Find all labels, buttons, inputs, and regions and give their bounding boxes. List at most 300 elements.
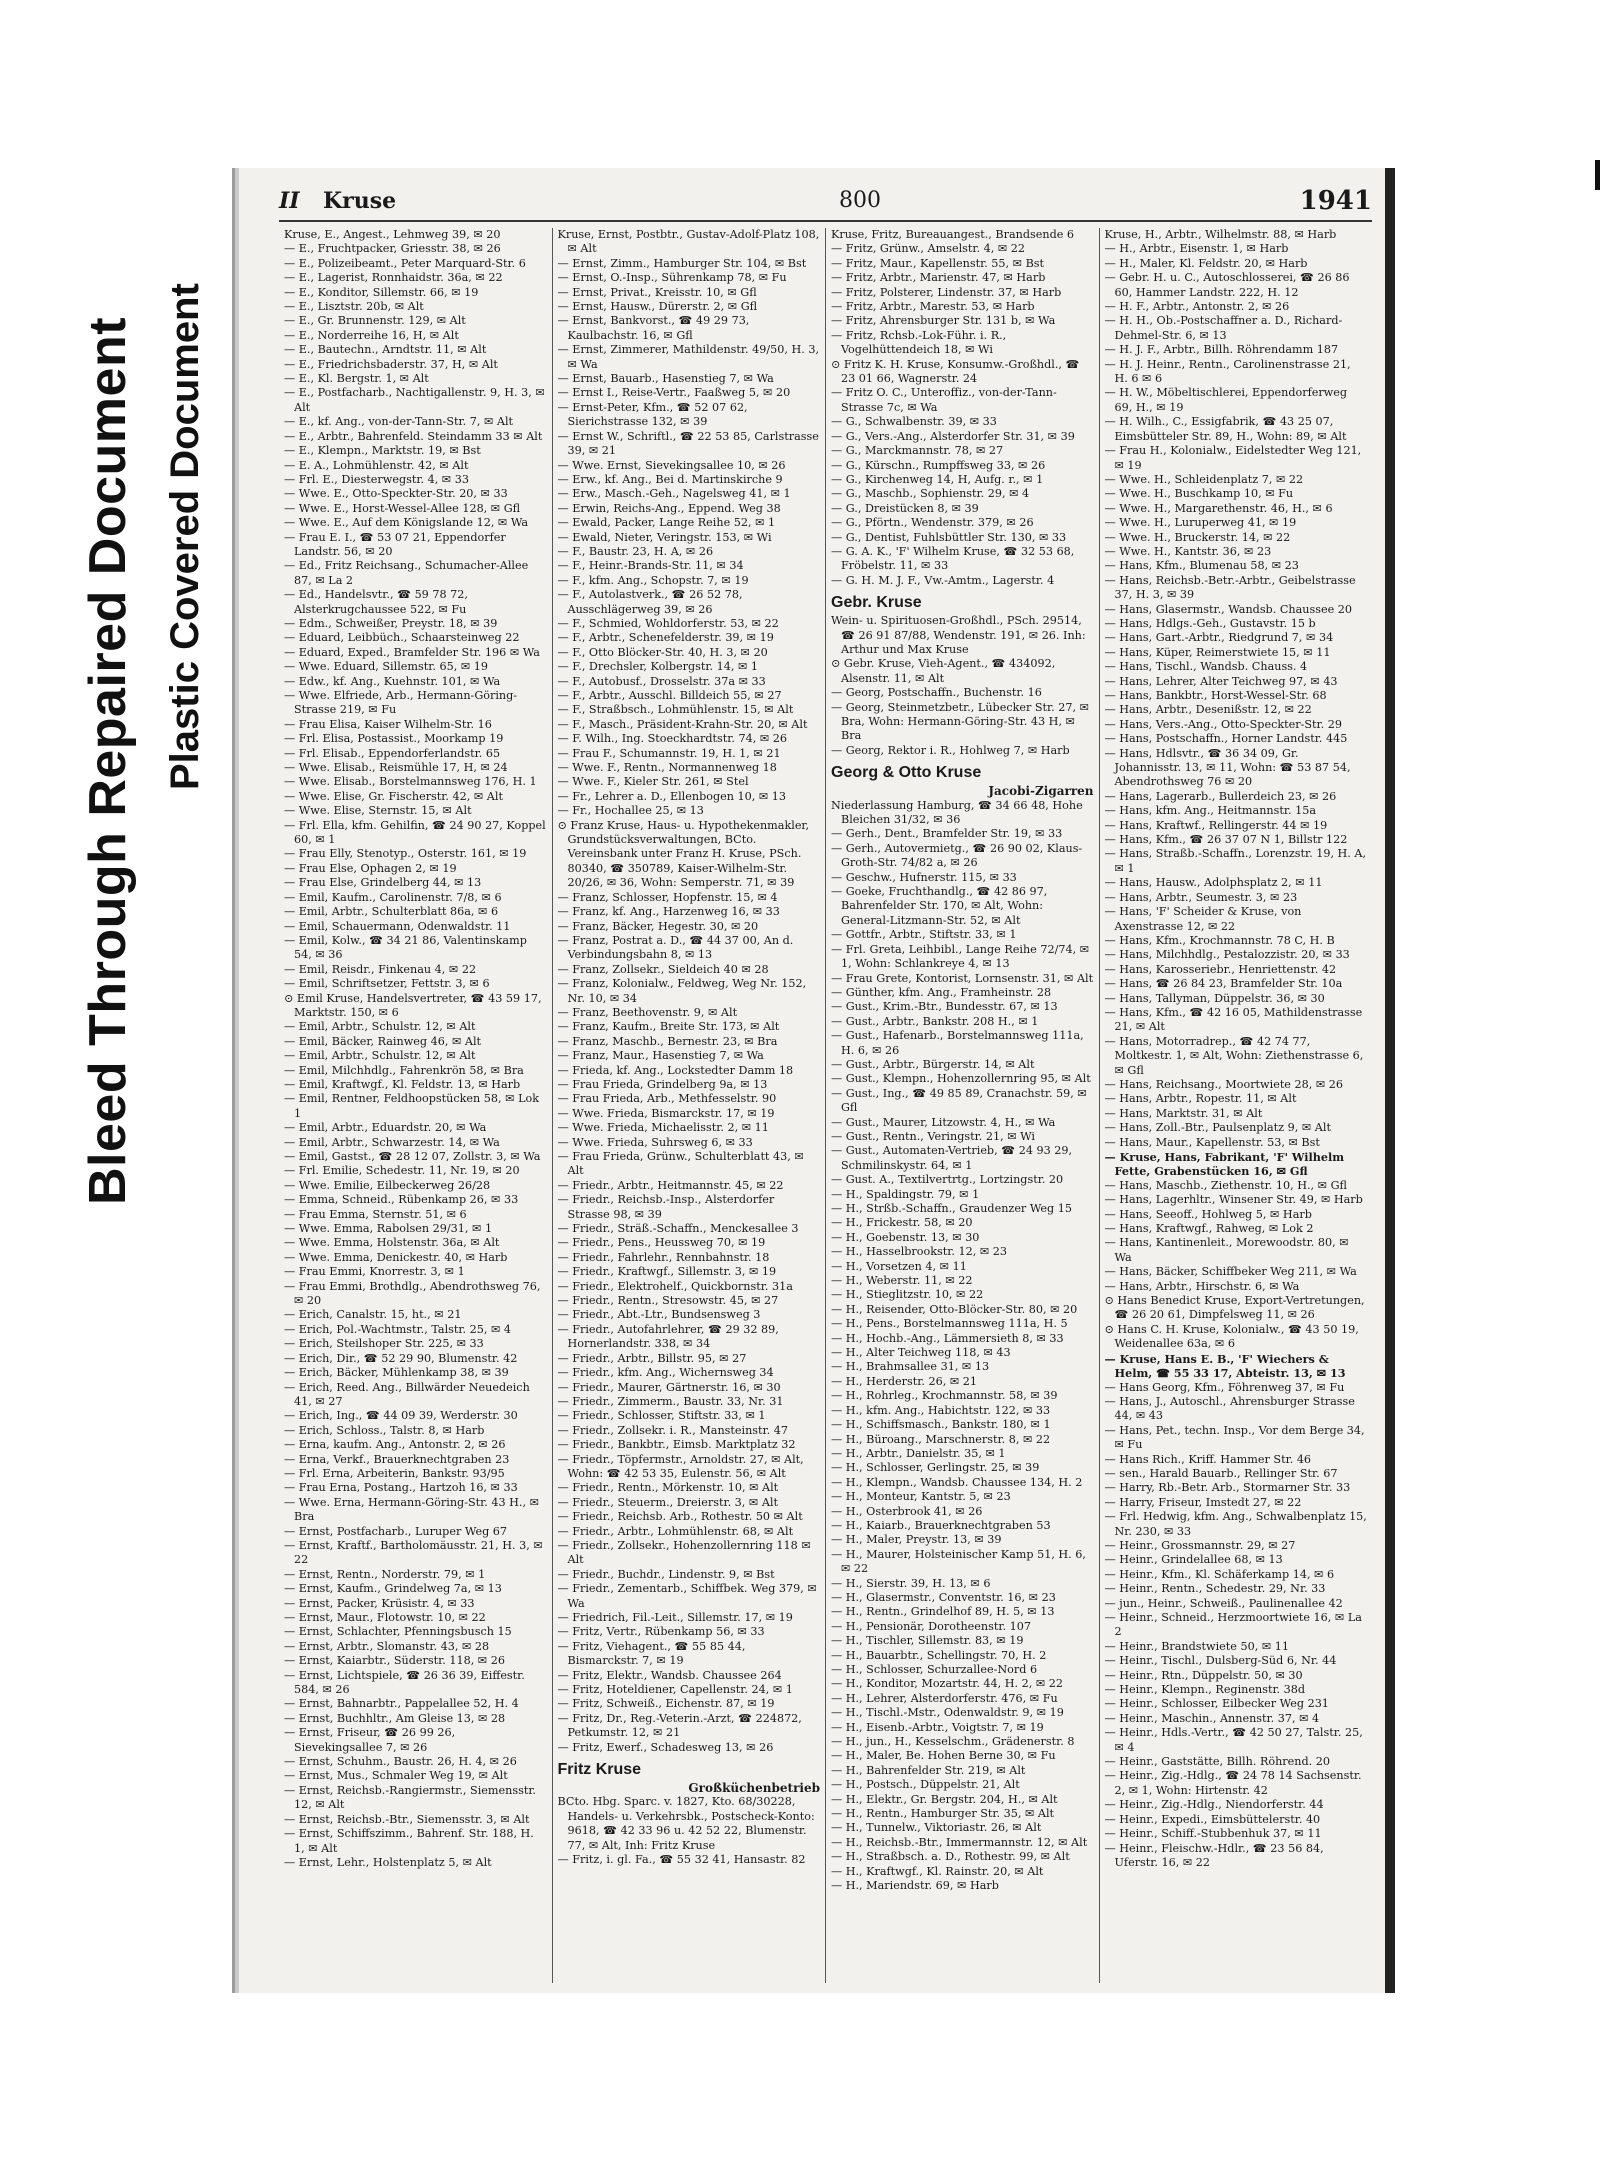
directory-entry: — Ernst, Packer, Krüsistr. 4, ✉ 33 [284, 1596, 475, 1610]
directory-entry: — Hans, Lagerhltr., Winsener Str. 49, ✉ Harb [1104, 1193, 1363, 1207]
directory-entry: — Ernst, Postfacharb., Luruper Weg 67 [284, 1524, 508, 1538]
directory-column-4 [1100, 228, 1373, 1983]
directory-entry: — Emil, Rentner, Feldhoopstücken 58, ✉ Lok 1 [284, 1092, 540, 1120]
directory-entry: — Fritz, Arbtr., Marienstr. 47, ✉ Harb [831, 271, 1046, 285]
directory-entry: — Hans, Lehrer, Alter Teichweg 97, ✉ 43 [1104, 674, 1338, 688]
directory-entry: — Frau Else, Grindelberg 44, ✉ 13 [284, 876, 482, 890]
directory-entry: — E., Norderreihe 16, H, ✉ Alt [284, 328, 459, 342]
directory-entry: — Erw., kf. Ang., Bei d. Martinskirche 9 [557, 472, 783, 486]
directory-entry: — H., kfm. Ang., Habichtstr. 122, ✉ 33 [831, 1403, 1051, 1417]
directory-entry: — Ernst, Rentn., Norderstr. 79, ✉ 1 [284, 1567, 486, 1581]
directory-entry: — E., Postfacharb., Nachtigallenstr. 9, H. 3, ✉ Alt [284, 386, 545, 414]
directory-entry: — Ernst, Lichtspiele, ☎ 26 36 39, Eiffestr. 584, ✉ 26 [284, 1668, 525, 1697]
directory-entry: — Franz, Kaufm., Breite Str. 173, ✉ Alt [557, 1020, 780, 1034]
directory-entry: — Emil, Kaufm., Carolinenstr. 7/8, ✉ 6 [284, 890, 502, 904]
directory-entry: — Emil, Milchhdlg., Fahrenkrön 58, ✉ Bra [284, 1063, 524, 1077]
directory-entry: — G. A. K., 'F' Wilhelm Kruse, ☎ 32 53 68, Fröbelstr. 11, ✉ 33 [831, 544, 1075, 573]
directory-entry: — H., Sierstr. 39, H. 13, ✉ 6 [831, 1576, 991, 1590]
volume-number: II [279, 188, 300, 214]
directory-entry: — Ernst, Reichsb.-Btr., Siemensstr. 3, ✉ Alt [284, 1812, 530, 1826]
directory-entry: — Friedr., Elektrohelf., Quickbornstr. 31a [557, 1279, 793, 1293]
directory-entry: — Wwe. H., Luruperweg 41, ✉ 19 [1104, 516, 1297, 530]
directory-entry: — H., Tischl.-Mstr., Odenwaldstr. 9, ✉ 19 [831, 1706, 1064, 1720]
directory-entry: — Ernst, Kaiarbtr., Süderstr. 118, ✉ 26 [284, 1654, 505, 1668]
directory-entry: — Frau Erna, Postang., Hartzoh 16, ✉ 33 [284, 1481, 518, 1495]
directory-entry: — Erich, Bäcker, Mühlenkamp 38, ✉ 39 [284, 1366, 509, 1380]
directory-entry: — Emil, Bäcker, Rainweg 46, ✉ Alt [284, 1034, 482, 1048]
directory-entry: — Friedr., Maurer, Gärtnerstr. 16, ✉ 30 [557, 1380, 781, 1394]
directory-entry: — H., Pens., Borstelmannsweg 111a, H. 5 [831, 1317, 1068, 1331]
directory-entry: — Gust. A., Textilvertrtg., Lortzingstr. 20 [831, 1173, 1064, 1187]
directory-entry: — Erich, Schloss., Talstr. 8, ✉ Harb [284, 1423, 485, 1437]
directory-entry: — Gust., Krim.-Btr., Bundesstr. 67, ✉ 13 [831, 1000, 1058, 1014]
directory-entry: — Wwe. E., Otto-Speckter-Str. 20, ✉ 33 [284, 487, 508, 501]
directory-entry: — Wwe. H., Margarethenstr. 46, H., ✉ 6 [1104, 501, 1333, 515]
directory-entry: — Erich, Pol.-Wachtmstr., Talstr. 25, ✉ 4 [284, 1322, 512, 1336]
directory-entry: — Franz, Postrat a. D., ☎ 44 37 00, An d. Verbindungsbahn 8, ✉ 13 [557, 933, 794, 962]
directory-entry: Wein- u. Spirituosen-Großhdl., PSch. 29514, ☎ 26 91 87/88, Wendenstr. 191, ✉ 26. Inh: Arthur und Max Kruse [831, 614, 1086, 656]
directory-entry: — F., Drechsler, Kolbergstr. 14, ✉ 1 [557, 660, 759, 674]
directory-entry: — H., Hasselbrookstr. 12, ✉ 23 [831, 1245, 1008, 1259]
binding-spine [1385, 168, 1395, 1993]
directory-entry: — Frau Frieda, Grindelberg 9a, ✉ 13 [557, 1077, 768, 1091]
directory-entry: — Heinr., Kfm., Kl. Schäferkamp 14, ✉ 6 [1104, 1567, 1335, 1581]
directory-entry: — H., Rohrleg., Krochmannstr. 58, ✉ 39 [831, 1389, 1058, 1403]
directory-entry: — Heinr., Schneid., Herzmoortwiete 16, ✉ La 2 [1104, 1611, 1362, 1639]
directory-entry: BCto. Hbg. Sparc. v. 1827, Kto. 68/30228, Handels- u. Verkehrsbk., Postscheck-Konto: 9618, ☎ 42 33 96 u. 42 52 22, Blumenstr. 77, ✉ Alt, Inh: Fritz Kruse [557, 1795, 815, 1852]
directory-entry: — Hans, Reichsang., Moortwiete 28, ✉ 26 [1104, 1077, 1343, 1091]
directory-entry: — Hans, Glasermstr., Wandsb. Chaussee 20 [1104, 602, 1352, 616]
directory-entry: — Wwe. Emma, Holstenstr. 36a, ✉ Alt [284, 1236, 500, 1250]
directory-entry: — H., Konditor, Mozartstr. 44, H. 2, ✉ 22 [831, 1677, 1064, 1691]
directory-entry: — E., Arbtr., Bahrenfeld. Steindamm 33 ✉ Alt [284, 429, 543, 443]
directory-entry: — Franz, Kolonialw., Feldweg, Weg Nr. 152, Nr. 10, ✉ 34 [557, 977, 807, 1005]
directory-entry: — Hans, kfm. Ang., Heitmannstr. 15a [1104, 804, 1316, 818]
directory-entry: — Erich, Dir., ☎ 52 29 90, Blumenstr. 42 [284, 1351, 518, 1365]
directory-entry: — F., Arbtr., Schenefelderstr. 39, ✉ 19 [557, 631, 774, 645]
directory-entry: — Wwe. Emilie, Eilbeckerweg 26/28 [284, 1178, 491, 1192]
directory-entry: — Friedr., Schlosser, Stiftstr. 33, ✉ 1 [557, 1409, 766, 1423]
directory-entry: — Ernst, Zimmerer, Mathildenstr. 49/50, H. 3, ✉ Wa [557, 343, 820, 371]
directory-entry: — H. J. Heinr., Rentn., Carolinenstrasse 21, H. 6 ✉ 6 [1104, 357, 1351, 386]
directory-entry: — Hans, Bankbtr., Horst-Wessel-Str. 68 [1104, 689, 1327, 702]
directory-entry: — Friedr., Zollsekr. i. R., Mansteinstr. 47 [557, 1423, 788, 1437]
directory-entry: — H., Maler, Preystr. 13, ✉ 39 [831, 1533, 1002, 1547]
directory-entry: — Emil, Gastst., ☎ 28 12 07, Zollstr. 3, ✉ Wa [284, 1150, 541, 1163]
directory-entry: — H., Rentn., Grindelhof 89, H. 5, ✉ 13 [831, 1605, 1055, 1619]
directory-entry: — H., Postsch., Düppelstr. 21, Alt [831, 1778, 1020, 1792]
directory-entry: — Franz, Maur., Hasenstieg 7, ✉ Wa [557, 1049, 764, 1063]
directory-entry: ⊙ Hans Benedict Kruse, Export-Vertretungen, ☎ 26 20 61, Dimpfelsweg 11, ✉ 26 [1104, 1294, 1365, 1322]
directory-entry: — Heinr., Grindelallee 68, ✉ 13 [1104, 1553, 1283, 1567]
directory-entry: — Hans, Kantinenleit., Morewoodstr. 80, ✉ Wa [1104, 1236, 1349, 1264]
directory-entry: — G., Dreistücken 8, ✉ 39 [831, 501, 979, 515]
directory-entry: — Frau Elisa, Kaiser Wilhelm-Str. 16 [284, 717, 492, 731]
directory-entry: — Hans, Kfm., ☎ 42 16 05, Mathildenstrasse 21, ✉ Alt [1104, 1005, 1363, 1034]
directory-entry: — Wwe. Emma, Denickestr. 40, ✉ Harb [284, 1250, 508, 1264]
directory-entry: — Hans, Karosseriebr., Henriettenstr. 42 [1104, 962, 1337, 976]
directory-entry: — Hans, Arbtr., Ropestr. 11, ✉ Alt [1104, 1092, 1297, 1106]
directory-entry: — Wwe. H., Buschkamp 10, ✉ Fu [1104, 487, 1294, 501]
directory-entry: — H., Klempn., Wandsb. Chaussee 134, H. 2 [831, 1475, 1083, 1489]
directory-entry: — Edw., kf. Ang., Kuehnstr. 101, ✉ Wa [284, 674, 501, 688]
directory-entry: — Emil, Schauermann, Odenwaldstr. 11 [284, 919, 511, 933]
directory-entry: — G., Vers.-Ang., Alsterdorfer Str. 31, ✉ 39 [831, 429, 1075, 443]
directory-entry: — H., Schiffsmasch., Bankstr. 180, ✉ 1 [831, 1418, 1051, 1432]
directory-entry: — H., Elektr., Gr. Bergstr. 204, H., ✉ Alt [831, 1792, 1058, 1806]
directory-entry: — Hans, Postschaffn., Horner Landstr. 445 [1104, 732, 1348, 746]
directory-entry: — H., Hochb.-Ang., Lämmersieth 8, ✉ 33 [831, 1331, 1064, 1345]
directory-entry: — Fritz, Hoteldiener, Capellenstr. 24, ✉ 1 [557, 1683, 793, 1697]
directory-entry: — Frau Elly, Stenotyp., Osterstr. 161, ✉ 19 [284, 847, 527, 861]
directory-entry: — Wwe. Elisab., Reismühle 17, H, ✉ 24 [284, 761, 508, 775]
directory-entry: — Friedr., Pens., Heussweg 70, ✉ 19 [557, 1236, 766, 1250]
directory-entry: — Emil, Arbtr., Schulstr. 12, ✉ Alt [284, 1049, 476, 1063]
page-number: 800 [839, 188, 881, 213]
business-subheading: Jacobi-Zigarren [988, 784, 1094, 799]
directory-entry: — Friedr., Arbtr., Heitmannstr. 45, ✉ 22 [557, 1178, 784, 1192]
directory-entry: — Frau H., Kolonialw., Eidelstedter Weg 121, ✉ 19 [1104, 444, 1362, 472]
directory-entry: — Hans, Seeoff., Hohlweg 5, ✉ Harb [1104, 1207, 1312, 1221]
directory-entry: — Fritz, Viehagent., ☎ 55 85 44, Bismarckstr. 7, ✉ 19 [557, 1639, 746, 1668]
directory-entry: — Harry, Rb.-Betr. Arb., Stormarner Str. 33 [1104, 1481, 1351, 1495]
directory-entry: — Friedr., Zollsekr., Hohenzollernring 118 ✉ Alt [557, 1538, 811, 1567]
directory-entry: — F., Autolastverk., ☎ 26 52 78, Ausschlägerweg 39, ✉ 26 [557, 588, 743, 616]
directory-entry: — Franz, Zollsekr., Sieldeich 40 ✉ 28 [557, 962, 769, 976]
directory-entry: — Frau Emma, Sternstr. 51, ✉ 6 [284, 1207, 467, 1221]
directory-entry: — Georg, Rektor i. R., Hohlweg 7, ✉ Harb [831, 743, 1070, 757]
directory-entry: — H., Rentn., Hamburger Str. 35, ✉ Alt [831, 1807, 1055, 1821]
directory-entry: — Frau F., Schumannstr. 19, H. 1, ✉ 21 [557, 746, 781, 760]
directory-entry: — Hans, Marktstr. 31, ✉ Alt [1104, 1106, 1263, 1120]
directory-entry: — Frau Frieda, Grünw., Schulterblatt 43, ✉ Alt [557, 1150, 804, 1178]
caption-bleed-through: Bleed Through Repaired Document [79, 316, 137, 1205]
directory-entry: — Heinr., Expedi., Eimsbüttelerstr. 40 [1104, 1812, 1321, 1826]
directory-entry: ⊙ Emil Kruse, Handelsvertreter, ☎ 43 59 17, Marktstr. 150, ✉ 6 [284, 991, 542, 1019]
directory-entry: — F., Schmied, Wohldorferstr. 53, ✉ 22 [557, 616, 779, 630]
directory-entry: — Hans, Straßb.-Schaffn., Lorenzstr. 19, H. A, ✉ 1 [1104, 847, 1367, 875]
directory-entry: — Wwe. Frieda, Bismarckstr. 17, ✉ 19 [557, 1106, 775, 1120]
directory-entry: — H., Stieglitzstr. 10, ✉ 22 [831, 1288, 984, 1302]
directory-entry: — Fr., Hochallee 25, ✉ 13 [557, 804, 704, 818]
directory-entry: — Wwe. Elfriede, Arb., Hermann-Göring-Strasse 219, ✉ Fu [284, 689, 518, 717]
directory-entry: ⊙ Franz Kruse, Haus- u. Hypothekenmakler, Grundstücksverwaltungen, BCto. Vereinsbank unter Franz H. Kruse, PSch. 80340, ☎ 350789, Kaiser-Wilhelm-Str. 20/26, ✉ 36, Wohn: Semperstr. 71, ✉ 39 [557, 818, 810, 890]
directory-entry: — Friedr., Buchdr., Lindenstr. 9, ✉ Bst [557, 1567, 775, 1581]
directory-entry: — Heinr., Rtn., Düppelstr. 50, ✉ 30 [1104, 1668, 1303, 1682]
directory-entry: — Hans, Kraftwf., Rellingerstr. 44 ✉ 19 [1104, 818, 1328, 832]
directory-entry: — Wwe. F., Rentn., Normannenweg 18 [557, 761, 777, 775]
directory-entry: — Frl. Hedwig, kfm. Ang., Schwalbenplatz 15, Nr. 230, ✉ 33 [1104, 1510, 1367, 1538]
directory-entry: — Erna, Verkf., Brauerknechtgraben 23 [284, 1452, 510, 1466]
directory-entry: — Ewald, Packer, Lange Reihe 52, ✉ 1 [557, 516, 776, 530]
directory-entry: — Heinr., Gaststätte, Billh. Röhrend. 20 [1104, 1755, 1330, 1769]
directory-entry: — Gust., Ing., ☎ 49 85 89, Cranachstr. 59, ✉ Gfl [831, 1086, 1087, 1115]
directory-entry: — Heinr., Zig.-Hdlg., Niendorferstr. 44 [1104, 1798, 1324, 1812]
directory-entry: — Fritz, Ewerf., Schadesweg 13, ✉ 26 [557, 1740, 774, 1754]
directory-entry: — Friedr., Sträß.-Schaffn., Menckesallee 3 [557, 1222, 799, 1236]
directory-entry: — Günther, kfm. Ang., Framheinstr. 28 [831, 985, 1052, 999]
directory-entry: — Hans, Tischl., Wandsb. Chauss. 4 [1104, 660, 1308, 674]
directory-entry: — G., Kürschn., Rumpffsweg 33, ✉ 26 [831, 458, 1046, 472]
directory-entry: — Fr., Lehrer a. D., Ellenbogen 10, ✉ 13 [557, 789, 787, 803]
directory-entry: — F. Wilh., Ing. Stoeckhardtstr. 74, ✉ 26 [557, 732, 788, 746]
directory-column-3 [826, 228, 1100, 1983]
directory-entry: Niederlassung Hamburg, ☎ 34 66 48, Hohe Bleichen 31/32, ✉ 36 [831, 798, 1083, 827]
directory-entry: — Friedr., Töpfermstr., Arnoldstr. 27, ✉ Alt, Wohn: ☎ 42 53 35, Eulenstr. 56, ✉ Alt [557, 1452, 804, 1480]
directory-entry: — Wwe. Elise, Sternstr. 15, ✉ Alt [284, 804, 472, 818]
directory-entry: — Ernst-Peter, Kfm., ☎ 52 07 62, Sierichstrasse 132, ✉ 39 [557, 400, 748, 429]
directory-entry: — G., Dentist, Fuhlsbüttler Str. 130, ✉ 33 [831, 530, 1067, 544]
directory-entry: — Emil, Arbtr., Schulterblatt 86a, ✉ 6 [284, 905, 499, 919]
directory-entry: — Ed., Handelsvtr., ☎ 59 78 72, Alsterkrugchaussee 522, ✉ Fu [284, 588, 468, 616]
directory-entry: — F., Arbtr., Ausschl. Billdeich 55, ✉ 27 [557, 689, 782, 702]
directory-entry: — Frl. Emilie, Schedestr. 11, Nr. 19, ✉ 20 [284, 1164, 520, 1178]
directory-entry: — Franz, Bäcker, Hegestr. 30, ✉ 20 [557, 919, 759, 933]
directory-entry: — Hans, J., Autoschl., Ahrensburger Strasse 44, ✉ 43 [1104, 1394, 1355, 1423]
directory-entry: — Gust., Arbtr., Bürgerstr. 14, ✉ Alt [831, 1057, 1035, 1071]
directory-entry: Kruse, H., Arbtr., Wilhelmstr. 88, ✉ Harb [1104, 228, 1337, 241]
directory-entry: — Friedr., Arbtr., Billstr. 95, ✉ 27 [557, 1351, 747, 1365]
directory-entry: — Gust., Automaten-Vertrieb, ☎ 24 93 29, Schmilinskystr. 64, ✉ 1 [831, 1144, 1073, 1172]
directory-entry: — Hans, 'F' Scheider & Kruse, von Axenstrasse 12, ✉ 22 [1104, 905, 1302, 933]
directory-entry: — Erich, Ing., ☎ 44 09 39, Werderstr. 30 [284, 1409, 518, 1423]
directory-entry: — Fritz, Ahrensburger Str. 131 b, ✉ Wa [831, 314, 1056, 328]
directory-entry: — Hans, Lagerarb., Bullerdeich 23, ✉ 26 [1104, 789, 1337, 803]
directory-entry: — H., Monteur, Kantstr. 5, ✉ 23 [831, 1490, 1011, 1504]
directory-entry: — H., Frickestr. 58, ✉ 20 [831, 1216, 973, 1230]
directory-entry: — Fritz, Schweiß., Eichenstr. 87, ✉ 19 [557, 1697, 775, 1711]
directory-entry: — Ernst, Bankvorst., ☎ 49 29 73, Kaulbachstr. 16, ✉ Gfl [557, 314, 750, 342]
directory-entry: — H., Herderstr. 26, ✉ 21 [831, 1374, 978, 1388]
directory-entry: — Ernst, Lehr., Holstenplatz 5, ✉ Alt [284, 1855, 492, 1869]
directory-entry: — Ernst, Maur., Flotowstr. 10, ✉ 22 [284, 1611, 486, 1624]
directory-entry: — Ewald, Nieter, Veringstr. 153, ✉ Wi [557, 530, 772, 544]
directory-entry: — Friedr., Autofahrlehrer, ☎ 29 32 89, Hornerlandstr. 338, ✉ 34 [557, 1322, 779, 1351]
directory-entry: — H., Straßbsch. a. D., Rothestr. 99, ✉ Alt [831, 1850, 1070, 1864]
directory-entry: — Wwe. F., Kieler Str. 261, ✉ Stel [557, 775, 749, 789]
directory-entry: — Hans, Pet., techn. Insp., Vor dem Berge 34, ✉ Fu [1104, 1423, 1365, 1452]
directory-entry: — Erich, Steilshoper Str. 225, ✉ 33 [284, 1337, 484, 1351]
directory-entry: — Franz, kf. Ang., Harzenweg 16, ✉ 33 [557, 905, 780, 919]
directory-entry: — Fritz, Maur., Kapellenstr. 55, ✉ Bst [831, 256, 1045, 270]
directory-entry: — Fritz O. C., Unteroffiz., von-der-Tann-Strasse 7c, ✉ Wa [831, 386, 1057, 414]
directory-entry: — Frieda, kf. Ang., Lockstedter Damm 18 [557, 1063, 794, 1077]
directory-entry: — Emma, Schneid., Rübenkamp 26, ✉ 33 [284, 1193, 519, 1207]
directory-entry: — E., Gr. Brunnenstr. 129, ✉ Alt [284, 314, 466, 328]
directory-entry: — H., Goebenstr. 13, ✉ 30 [831, 1230, 980, 1244]
directory-entry: — H., Pensionär, Dorotheenstr. 107 [831, 1619, 1031, 1633]
directory-entry: — Hans, Tallyman, Düppelstr. 36, ✉ 30 [1104, 991, 1325, 1005]
directory-entry: — Wwe. Elise, Gr. Fischerstr. 42, ✉ Alt [284, 789, 503, 803]
directory-entry: — Fritz, Arbtr., Marestr. 53, ✉ Harb [831, 300, 1035, 314]
directory-entry: — H., Mariendstr. 69, ✉ Harb [831, 1879, 999, 1893]
directory-entry: — H., Reichsb.-Btr., Immermannstr. 12, ✉ Alt [831, 1835, 1088, 1849]
directory-entry: — Fritz, Vertr., Rübenkamp 56, ✉ 33 [557, 1625, 765, 1639]
directory-entry: — Erna, kaufm. Ang., Antonstr. 2, ✉ 26 [284, 1438, 506, 1452]
directory-entry: — Erw., Masch.-Geh., Nagelsweg 41, ✉ 1 [557, 487, 791, 501]
directory-entry: — Friedr., Rentn., Mörkenstr. 10, ✉ Alt [557, 1481, 779, 1495]
directory-entry: — Friedr., Bankbtr., Eimsb. Marktplatz 32 [557, 1438, 796, 1452]
directory-entry: — Ernst W., Schriftl., ☎ 22 53 85, Carlstrasse 39, ✉ 21 [557, 429, 819, 458]
directory-entry: Kruse, Ernst, Postbtr., Gustav-Adolf-Platz 108, ✉ Alt [557, 228, 820, 256]
directory-entry: — Kruse, Hans, Fabrikant, 'F' Wilhelm Fette, Grabenstücken 16, ✉ Gfl [1104, 1150, 1345, 1179]
directory-column-1 [279, 228, 553, 1983]
directory-entry: — Frau Else, Ophagen 2, ✉ 19 [284, 861, 457, 875]
directory-entry: — Wwe. E., Auf dem Königslande 12, ✉ Wa [284, 516, 529, 530]
directory-entry: — Wwe. Elisab., Borstelmannsweg 176, H. 1 [284, 775, 537, 789]
directory-entry: — H. J. F., Arbtr., Billh. Röhrendamm 187 [1104, 343, 1339, 357]
directory-entry: — Kruse, Hans E. B., 'F' Wiechers & Helm, ☎ 55 33 17, Abteistr. 13, ✉ 13 [1104, 1351, 1346, 1381]
directory-column-2 [553, 228, 827, 1983]
directory-entry: — H., Osterbrook 41, ✉ 26 [831, 1504, 983, 1518]
directory-entry: — Friedr., kfm. Ang., Wichernsweg 34 [557, 1366, 774, 1380]
directory-entry: — sen., Harald Bauarb., Rellinger Str. 67 [1104, 1466, 1338, 1480]
directory-entry: — H. W., Möbeltischlerei, Eppendorferweg 69, H., ✉ 19 [1104, 386, 1348, 414]
directory-entry: — Hans Georg, Kfm., Föhrenweg 37, ✉ Fu [1104, 1380, 1345, 1394]
caption-plastic-covered: Plastic Covered Document [163, 283, 207, 790]
directory-entry: — G., Pförtn., Wendenstr. 379, ✉ 26 [831, 516, 1034, 530]
directory-entry: — Ed., Fritz Reichsang., Schumacher-Allee 87, ✉ La 2 [284, 559, 529, 587]
directory-entry: — H., Arbtr., Eisenstr. 1, ✉ Harb [1104, 242, 1289, 256]
directory-entry: — G., Marckmannstr. 78, ✉ 27 [831, 444, 1004, 458]
directory-entry: — Hans, Gart.-Arbtr., Riedgrund 7, ✉ 34 [1104, 631, 1334, 645]
directory-entry: — jun., Heinr., Schweiß., Paulinenallee 42 [1104, 1596, 1343, 1610]
directory-entry: — Emil, Schriftsetzer, Fettstr. 3, ✉ 6 [284, 977, 490, 991]
directory-entry: Kruse, E., Angest., Lehmweg 39, ✉ 20 [284, 228, 501, 241]
directory-entry: — Heinr., Klempn., Reginenstr. 38d [1104, 1683, 1306, 1697]
directory-entry: — Ernst, Privat., Kreisstr. 10, ✉ Gfl [557, 285, 757, 299]
directory-entry: — H., jun., H., Kesselschm., Grädenerstr. 8 [831, 1735, 1075, 1749]
directory-entry: — Hans, Hdlgs.-Geh., Gustavstr. 15 b [1104, 616, 1316, 630]
directory-entry: — Ernst, Reichsb.-Rangiermstr., Siemensstr. 12, ✉ Alt [284, 1783, 536, 1812]
directory-entry: — H., Büroang., Marschnerstr. 8, ✉ 22 [831, 1432, 1051, 1446]
directory-entry: — Heinr., Rentn., Schedestr. 29, Nr. 33 [1104, 1582, 1326, 1596]
directory-entry: — Fritz, Rchsb.-Lok-Führ. i. R., Vogelhüttendeich 18, ✉ Wi [831, 328, 1007, 357]
directory-entry: — Heinr., Schiff.-Stubbenhuk 37, ✉ 11 [1104, 1827, 1322, 1841]
business-heading: Georg & Otto Kruse [831, 764, 982, 782]
directory-entry: — H., Schlosser, Schurzallee-Nord 6 [831, 1663, 1038, 1676]
side-caption [78, 0, 228, 1220]
directory-entry: — H., Reisender, Otto-Blöcker-Str. 80, ✉ 20 [831, 1302, 1078, 1316]
directory-entry: — F., Otto Blöcker-Str. 40, H. 3, ✉ 20 [557, 645, 768, 659]
directory-entry: — F., Baustr. 23, H. A, ✉ 26 [557, 544, 714, 558]
directory-entry: — Hans, Reichsb.-Betr.-Arbtr., Geibelstrasse 37, H. 3, ✉ 39 [1104, 573, 1356, 602]
directory-entry: — Wwe. Emma, Rabolsen 29/31, ✉ 1 [284, 1222, 493, 1236]
directory-entry: — Hans, Arbtr., Seumestr. 3, ✉ 23 [1104, 890, 1298, 904]
directory-entry: — Ernst I., Reise-Vertr., Faaßweg 5, ✉ 20 [557, 386, 791, 400]
directory-entry: — Gottfr., Arbtr., Stiftstr. 33, ✉ 1 [831, 928, 1017, 942]
directory-entry: — Friedr., Kraftwgf., Sillemstr. 3, ✉ 19 [557, 1265, 777, 1279]
directory-entry: — Eduard, Leibbüch., Schaarsteinweg 22 [284, 631, 520, 645]
directory-entry: — G., Maschb., Sophienstr. 29, ✉ 4 [831, 487, 1030, 501]
directory-entry: — Fritz, i. gl. Fa., ☎ 55 32 41, Hansastr. 82 [557, 1853, 806, 1867]
directory-entry: — H., Bahrenfelder Str. 219, ✉ Alt [831, 1763, 1026, 1777]
directory-entry: — H., Alter Teichweg 118, ✉ 43 [831, 1346, 1011, 1360]
directory-entry: — Friedr., Fahrlehr., Rennbahnstr. 18 [557, 1250, 770, 1264]
directory-entry: — H., Bauarbtr., Schellingstr. 70, H. 2 [831, 1648, 1047, 1662]
directory-entry: — H., Lehrer, Alsterdorferstr. 476, ✉ Fu [831, 1691, 1058, 1705]
directory-entry: — Hans, Motorradrep., ☎ 42 74 77, Moltkestr. 1, ✉ Alt, Wohn: Ziethenstrasse 6, ✉ Gfl [1104, 1034, 1364, 1077]
directory-entry: — Emil, Kolw., ☎ 34 21 86, Valentinskamp 54, ✉ 36 [284, 933, 527, 962]
directory-entry: — Gust., Arbtr., Bankstr. 208 H., ✉ 1 [831, 1014, 1039, 1028]
directory-entry: — Friedr., Arbtr., Lohmühlenstr. 68, ✉ Alt [557, 1524, 794, 1538]
directory-entry: — Frau Grete, Kontorist, Lornsenstr. 31, ✉ Alt [831, 971, 1094, 985]
directory-entry: — H., Brahmsallee 31, ✉ 13 [831, 1360, 990, 1374]
directory-entry: — Wwe. Erna, Hermann-Göring-Str. 43 H., ✉ Bra [284, 1495, 539, 1524]
directory-entry: — Friedrich, Fil.-Leit., Sillemstr. 17, ✉ 19 [557, 1611, 793, 1624]
directory-entry: — Heinr., Grossmannstr. 29, ✉ 27 [1104, 1538, 1296, 1552]
directory-entry: — Ernst, O.-Insp., Sührenkamp 78, ✉ Fu [557, 271, 787, 285]
directory-entry: — Hans, Maschb., Ziethenstr. 10, H., ✉ Gfl [1104, 1178, 1347, 1192]
directory-entry: — Frl. Erna, Arbeiterin, Bankstr. 93/95 [284, 1466, 505, 1480]
directory-entry: — Heinr., Zig.-Hdlg., ☎ 24 78 14 Sachsenstr. 2, ✉ 1, Wohn: Hirtenstr. 42 [1104, 1769, 1362, 1797]
directory-entry: — Hans, Hausw., Adolphsplatz 2, ✉ 11 [1104, 876, 1323, 890]
directory-entry: — Hans, Küper, Reimerstwiete 15, ✉ 11 [1104, 645, 1331, 659]
running-surname: Kruse [323, 188, 397, 214]
directory-entry: — Heinr., Fleischw.-Hdlr., ☎ 23 56 84, Uferstr. 16, ✉ 22 [1104, 1841, 1324, 1869]
directory-entry: — Georg, Steinmetzbetr., Lübecker Str. 27, ✉ Bra, Wohn: Hermann-Göring-Str. 43 H, ✉ Bra [831, 700, 1090, 743]
directory-entry: — E. A., Lohmühlenstr. 42, ✉ Alt [284, 458, 469, 472]
directory-entry: — H., Kraftwgf., Kl. Rainstr. 20, ✉ Alt [831, 1864, 1044, 1878]
directory-entry: — Ernst, Buchhltr., Am Gleise 13, ✉ 28 [284, 1711, 506, 1725]
directory-entry: — Frl. Greta, Leihbibl., Lange Reihe 72/74, ✉ 1, Wohn: Schlankreye 4, ✉ 13 [831, 942, 1090, 971]
business-heading: Gebr. Kruse [831, 594, 922, 612]
directory-entry: — Ernst, Schuhm., Baustr. 26, H. 4, ✉ 26 [284, 1755, 517, 1769]
directory-entry: — E., Bautechn., Arndtstr. 11, ✉ Alt [284, 343, 487, 357]
directory-entry: — G., Schwalbenstr. 39, ✉ 33 [831, 415, 997, 429]
directory-entry: — Wwe. Frieda, Suhrsweg 6, ✉ 33 [557, 1135, 753, 1149]
directory-entry: ⊙ Gebr. Kruse, Vieh-Agent., ☎ 434092, Alsenstr. 11, ✉ Alt [831, 657, 1056, 685]
directory-entry: — Frau Frieda, Arb., Methfesselstr. 90 [557, 1092, 777, 1106]
directory-entry: — Ernst, Kraftf., Bartholomäusstr. 21, H. 3, ✉ 22 [284, 1538, 543, 1567]
directory-entry: — Hans, ☎ 26 84 23, Bramfelder Str. 10a [1104, 977, 1343, 991]
directory-entry: — Ernst, Zimm., Hamburger Str. 104, ✉ Bst [557, 256, 807, 270]
directory-entry: — Eduard, Exped., Bramfelder Str. 196 ✉ Wa [284, 645, 540, 659]
directory-entry: — Friedr., Abt.-Ltr., Bundsensweg 3 [557, 1308, 761, 1322]
directory-entry: — Erwin, Reichs-Ang., Eppend. Weg 38 [557, 501, 781, 515]
directory-entry: — H., Eisenb.-Arbtr., Voigtstr. 7, ✉ 19 [831, 1720, 1044, 1734]
directory-entry: — Ernst, Schlachter, Pfenningsbusch 15 [284, 1625, 512, 1639]
directory-entry: — E., Konditor, Sillemstr. 66, ✉ 19 [284, 285, 479, 299]
directory-entry: — Frl. E., Diesterwegstr. 4, ✉ 33 [284, 472, 469, 486]
directory-entry: — H., Maler, Be. Hohen Berne 30, ✉ Fu [831, 1749, 1056, 1763]
directory-entry: — Emil, Arbtr., Schwarzestr. 14, ✉ Wa [284, 1135, 500, 1149]
directory-entry: — Erich, Reed. Ang., Billwärder Neuedeich 41, ✉ 27 [284, 1380, 530, 1408]
directory-entry: — Ernst, Schiffszimm., Bahrenf. Str. 188, H. 1, ✉ Alt [284, 1827, 534, 1855]
directory-entry: — Gebr. H. u. C., Autoschlosserei, ☎ 26 86 60, Hammer Landstr. 222, H. 12 [1104, 271, 1350, 299]
directory-entry: — Hans Rich., Kriff. Hammer Str. 46 [1104, 1452, 1312, 1466]
directory-entry: — H., Maler, Kl. Feldstr. 20, ✉ Harb [1104, 256, 1308, 270]
directory-entry: — H., Vorsetzen 4, ✉ 11 [831, 1259, 967, 1273]
directory-entry: — Frl. Elisa, Postassist., Moorkamp 19 [284, 732, 504, 746]
directory-page [232, 168, 1390, 1993]
directory-entry: — Wwe. Ernst, Sievekingsallee 10, ✉ 26 [557, 458, 786, 472]
directory-entry: — Friedr., Rentn., Stresowstr. 45, ✉ 27 [557, 1294, 779, 1308]
directory-entry: — H. H., Ob.-Postschaffner a. D., Richard-Dehmel-Str. 6, ✉ 13 [1104, 314, 1343, 342]
directory-entry: — Frau E. I., ☎ 53 07 21, Eppendorfer Landstr. 56, ✉ 20 [284, 530, 506, 558]
directory-entry: — Frl. Ella, kfm. Gehilfin, ☎ 24 90 27, Koppel 60, ✉ 1 [284, 818, 546, 847]
directory-entry: — F., Masch., Präsident-Krahn-Str. 20, ✉ Alt [557, 717, 808, 731]
directory-entry: — Hans, Kraftwgf., Rahweg, ✉ Lok 2 [1104, 1222, 1314, 1236]
directory-entry: — H. F., Arbtr., Antonstr. 2, ✉ 26 [1104, 300, 1290, 314]
directory-entry: — Gerh., Dent., Bramfelder Str. 19, ✉ 33 [831, 827, 1063, 841]
directory-entry: — Hans, Arbtr., Desenißstr. 12, ✉ 22 [1104, 703, 1312, 717]
directory-entry: — Hans, Vers.-Ang., Otto-Speckter-Str. 29 [1104, 717, 1342, 731]
next-page-edge [1595, 160, 1600, 190]
directory-entry: — G., Kirchenweg 14, H, Aufg. r., ✉ 1 [831, 472, 1044, 486]
directory-entry: — F., Heinr.-Brands-Str. 11, ✉ 34 [557, 559, 744, 573]
directory-entry: — Harry, Friseur, Imstedt 27, ✉ 22 [1104, 1495, 1302, 1509]
